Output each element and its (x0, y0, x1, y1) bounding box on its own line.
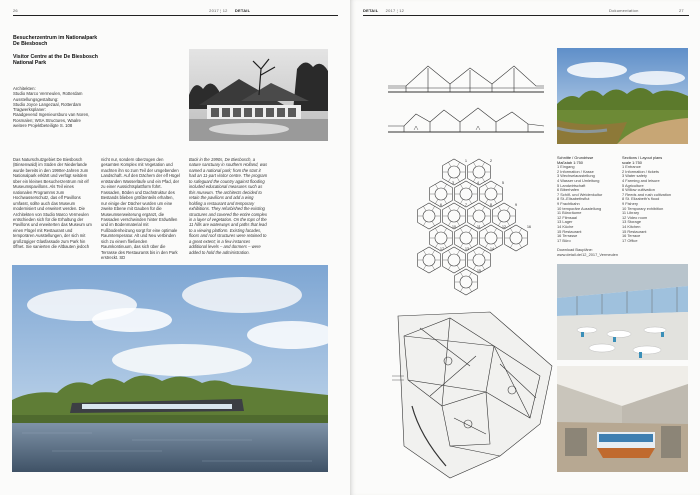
plan-number: 15 (477, 269, 481, 273)
legend-item: 15 Restaurant (622, 228, 647, 234)
credit-line: Raadgevend Ingenieursburo van Noren, (13, 112, 90, 118)
plan-number: 7 (465, 203, 467, 207)
legend-item: 3 Water safety (622, 173, 647, 179)
plan-hexagon-rib (474, 250, 477, 254)
plan-hexagon-rib (449, 162, 452, 166)
plan-hexagon-core (510, 232, 522, 244)
left-issue: 2017 ¦ 12 (209, 8, 228, 13)
plan-hexagon-rib (424, 221, 427, 225)
plan-hexagon-rib (519, 228, 522, 232)
plan-hexagon-rib (432, 221, 435, 225)
legend-item: 5 Agriculture (622, 182, 644, 188)
legend-german-scale: Maßstab 1:750 (557, 159, 583, 165)
plan-hexagon-rib (461, 243, 464, 247)
plan-hexagon-rib (474, 265, 477, 269)
legend-item: 8 St.-Elisabethsflut (557, 196, 590, 202)
legend-item: 1 Eingang (557, 164, 575, 170)
legend-item: 8 St. Elizabeth's flood (622, 196, 660, 202)
legend-item: 14 Kitchen (622, 223, 641, 229)
legend-item: 6 Biberhafen (557, 187, 580, 193)
plan-hexagon-rib (469, 199, 472, 203)
plan-hexagon-rib (482, 221, 485, 225)
left-page-number: 26 (13, 8, 18, 13)
plan-number: 9 (515, 203, 517, 207)
legend-english (622, 156, 690, 243)
credit-line: Rosmalen; WSA Structures, Waalre (13, 117, 81, 123)
plan-hexagon-rib (461, 272, 464, 276)
project-credits (13, 86, 173, 128)
right-issue: 2017 ¦ 12 (385, 8, 405, 13)
body-text-german-column-1: Das Naturschutzgebiet De Biesbosch (Binsenwald) im Süden der Niederlande wurde bereits in den 1990er-Jahren zum Nationalpark erklärt und verfügt seitdem über ein kleines Besucherzentrum mit elf Museumspavillons. Als Teil eines nationalen Programms zum Hochwasserschutz, das elf Pavillons umfasst, sollte auch das Museum modernisiert und erweitert werden. Die Architekten von Studio Marco Vermeulen entschieden sich für die Erhaltung der Pavillons und erweiterten das Museum um einen Flügel mit Restaurant und temporären Ausstellungen, der sich mit großzügiger Glasfassade zum Park hin öffnet. Sie sanierten die Altbauten jedoch (13, 157, 92, 250)
plan-hexagon-rib (486, 228, 489, 232)
plan-number: 10 (452, 225, 456, 229)
plan-hexagon-rib (457, 177, 460, 181)
plan-hexagon-rib (511, 243, 514, 247)
plan-hexagon-core (448, 254, 460, 266)
plan-number: 2 (490, 159, 492, 163)
floor-plan-ground (390, 306, 560, 482)
plan-hexagon-core (423, 254, 435, 266)
credit-line: Studio Marco Vermeulen, Rotterdam (13, 91, 83, 97)
plan-hexagon-rib (457, 250, 460, 254)
plan-hexagon-rib (444, 199, 447, 203)
legend-item: 11 Büroräume (557, 210, 582, 216)
section-drawings (386, 52, 546, 144)
plan-number: 14 (490, 247, 494, 251)
plan-hexagon-core (423, 210, 435, 222)
plan-hexagon-rib (482, 206, 485, 210)
plan-hexagon-rib (499, 221, 502, 225)
plan-hexagon-rib (474, 206, 477, 210)
legend-item: 10 temporäre Ausstellung (557, 205, 602, 211)
plan-hexagon-rib (424, 250, 427, 254)
plan-hexagon-rib (449, 206, 452, 210)
title-german-line-1: Besucherzentrum im Nationalpark (13, 35, 98, 41)
legend-item: 4 Farming and leisure (622, 177, 660, 183)
plan-number: 5 (502, 181, 504, 185)
legend-item: 17 Büro (557, 237, 571, 243)
left-running-head (13, 8, 250, 13)
plan-hexagon-core (460, 276, 472, 288)
plan-hexagon-rib (469, 287, 472, 291)
right-page (350, 0, 700, 495)
plan-hexagon-rib (486, 243, 489, 247)
plan-hexagon-rib (494, 228, 497, 232)
plan-hexagon-rib (486, 184, 489, 188)
download-link[interactable]: www.detail.de/12_2017_Vermeulen (557, 251, 618, 257)
legend-english-title: Sections / Layout plans (622, 155, 663, 160)
legend-item: 6 Willow cultivation (622, 187, 655, 193)
plan-hexagon-rib (436, 243, 439, 247)
plan-number: 12 (502, 225, 506, 229)
plan-hexagon-rib (474, 221, 477, 225)
legend-english-scale: scale 1:750 (622, 159, 642, 165)
restaurant-interior-photo (557, 264, 688, 360)
legend-item: 17 Office (622, 237, 638, 243)
plan-hexagon-rib (449, 221, 452, 225)
plan-hexagon-rib (457, 206, 460, 210)
legend-item: 2 Information / Kasse (557, 168, 594, 174)
plan-hexagon-rib (494, 243, 497, 247)
plan-hexagon-core (485, 188, 497, 200)
credit-line: Ausstellungsgestaltung: (13, 96, 59, 102)
legend-item: 13 Lager (557, 219, 573, 225)
plan-hexagon-rib (482, 162, 485, 166)
legend-item: 15 Restaurant (557, 228, 582, 234)
plan-hexagon-rib (461, 184, 464, 188)
plan-hexagon-core (473, 166, 485, 178)
plan-hexagon-rib (499, 206, 502, 210)
title-english (13, 54, 173, 67)
credit-line: Architekten: (13, 86, 36, 91)
plan-hexagon-core (473, 210, 485, 222)
legend-item: 9 Fishery (622, 200, 638, 206)
legend-item: 16 Terrace (622, 233, 641, 239)
legend-item: 4 Wasser und Umleitung (557, 177, 600, 183)
plan-hexagon-core (498, 210, 510, 222)
section-name: Dokumentation (609, 8, 639, 13)
plan-hexagon-rib (482, 177, 485, 181)
download-label: Download Baupläne: (557, 247, 593, 252)
plan-hexagon-rib (474, 162, 477, 166)
plan-number: 13 (465, 247, 469, 251)
plan-hexagon-rib (449, 177, 452, 181)
legend-german (557, 156, 619, 243)
legend-item: 12 Video room (622, 214, 648, 220)
legend-item: 3 Wechselausstellung (557, 173, 595, 179)
plan-hexagon-rib (469, 228, 472, 232)
landscape-photo (12, 265, 328, 472)
plan-hexagon-rib (432, 265, 435, 269)
plan-hexagon-rib (511, 228, 514, 232)
plan-hexagon-core (485, 232, 497, 244)
plan-number: 8 (490, 203, 492, 207)
credit-line: weitere Projektbeteiligte S. 108 (13, 123, 73, 129)
plan-hexagon-rib (457, 162, 460, 166)
legend-item: 2 Information / tickets (622, 168, 659, 174)
plan-hexagon-rib (486, 199, 489, 203)
plan-hexagon-core (473, 254, 485, 266)
legend-item: 9 Frachtkahn (557, 200, 580, 206)
plan-hexagon-rib (424, 206, 427, 210)
plan-hexagon-rib (482, 265, 485, 269)
right-magazine-name: DETAIL (363, 8, 379, 13)
legend-item: 1 Entrance (622, 164, 641, 170)
title-english-line-1: Visitor Centre at the De Biesbosch (13, 54, 98, 60)
right-running-head (363, 8, 689, 13)
plan-hexagon-core (460, 188, 472, 200)
plan-hexagon-rib (449, 250, 452, 254)
legend-item: 16 Terrasse (557, 233, 578, 239)
plan-number: 16 (527, 225, 531, 229)
plan-hexagon-rib (507, 221, 510, 225)
plan-hexagon-rib (461, 228, 464, 232)
plan-number: 6 (440, 203, 442, 207)
plan-hexagon-rib (482, 250, 485, 254)
legend-german-list (557, 165, 619, 243)
plan-hexagon-rib (457, 221, 460, 225)
plan-hexagon-rib (469, 243, 472, 247)
plan-hexagon-rib (432, 250, 435, 254)
plan-number: 3 (452, 181, 454, 185)
legend-item: 7 Reeds and rush cultivation (622, 191, 672, 197)
left-header-rule (13, 15, 338, 16)
plan-hexagon-rib (449, 265, 452, 269)
body-text-german-column-2: nicht nur, sondern überzogen den gesamten Komplex mit Vegetation und machten ihn so zum Teil der umgebenden Landschaft. Auf den Dächern der elf Hügel entstanden Wasserläufe und ein Pfad, der zu einer Aussichtsplattform führt. Fassaden, Böden und Dachstruktur des Bestands blieben größtenteils erhalten, nur einige der Dächer wurden um eine zweite Ebene mit Gauben für die Museumserweiterung ergänzt, die Fassaden verschwinden hinter Erdwällen und im Bodenmaterial mit Fußbodenheizung sorgt für eine optimale Raumtemperatur. Alt und Neu verbinden sich zu einem fließenden Raumkontinuum, das sich über die Terrasse des Restaurants bis in den Park erstreckt. SD (101, 157, 180, 261)
title-german (13, 35, 173, 48)
plan-hexagon-rib (444, 243, 447, 247)
title-english-line-2: National Park (13, 60, 47, 67)
plan-hexagon-rib (432, 206, 435, 210)
plan-hexagon-rib (469, 272, 472, 276)
exhibition-interior-photo (557, 366, 688, 472)
legend-item: 5 Landwirtschaft (557, 182, 586, 188)
legend-english-list (622, 165, 690, 243)
legend-item: 14 Küche (557, 223, 574, 229)
plan-hexagon-rib (519, 243, 522, 247)
plan-hexagon-rib (444, 228, 447, 232)
plan-hexagon-rib (494, 184, 497, 188)
plan-hexagon-rib (424, 265, 427, 269)
legend-item: 12 Filmsaal (557, 214, 577, 220)
plan-hexagon-rib (436, 228, 439, 232)
plan-hexagon-rib (461, 287, 464, 291)
body-text-english: Back in the 1990s, De Biesbosch, a nature sanctuary in southern Holland, was named a national park; from the start it had an 11-part visitor centre. The program to safeguard the country against flooding included educational measures such as this museum. The architects decided to retain the pavilions and add a wing holding a restaurant and temporary exhibitions. They refurbished the existing structures and covered the entire complex in a layer of vegetation. On the tops of the 11 hills are waterways and paths that lead to a viewing platform. Existing facades, floors and roof structures were retained to a great extent; in a few instances additional levels – and dormers – were added to hold the administration. (189, 157, 268, 255)
credit-line: Tragwerksplaner: (13, 107, 47, 113)
plan-hexagon-rib (436, 184, 439, 188)
right-page-number: 27 (679, 8, 684, 13)
legend-item: 11 Library (622, 210, 640, 216)
plan-hexagon-rib (461, 199, 464, 203)
floor-plan-upper (404, 150, 544, 300)
right-header-rule (363, 15, 689, 16)
plan-hexagon-rib (444, 184, 447, 188)
plan-hexagon-core (435, 232, 447, 244)
title-german-line-2: De Biesbosch (13, 41, 48, 48)
plan-hexagon-core (448, 166, 460, 178)
plan-number: 11 (477, 225, 481, 229)
plan-hexagon-rib (507, 206, 510, 210)
green-roof-photo (557, 48, 688, 144)
legend-item: 13 Storage (622, 219, 642, 225)
plan-number: 17 (440, 247, 444, 251)
plan-hexagon-rib (457, 265, 460, 269)
credit-line: Studio Joyce Langezaal, Rotterdam (13, 101, 82, 107)
plan-hexagon-rib (436, 199, 439, 203)
plan-hexagon-core (460, 232, 472, 244)
plan-hexagon-rib (469, 184, 472, 188)
legend-german-title: Schnitte / Grundrisse (557, 155, 594, 160)
plan-number: 1 (465, 159, 467, 163)
plan-hexagon-rib (474, 177, 477, 181)
plan-number: 4 (477, 181, 479, 185)
legend-item: 10 Temporary exhibition (622, 205, 664, 211)
legend-download-note (557, 248, 687, 257)
legend-item: 7 Schilf- und Weidenkultur (557, 191, 603, 197)
plan-hexagon-core (448, 210, 460, 222)
plan-hexagon-core (435, 188, 447, 200)
historic-photo (189, 49, 328, 141)
plan-hexagon-rib (494, 199, 497, 203)
left-magazine-name: DETAIL (234, 8, 251, 13)
